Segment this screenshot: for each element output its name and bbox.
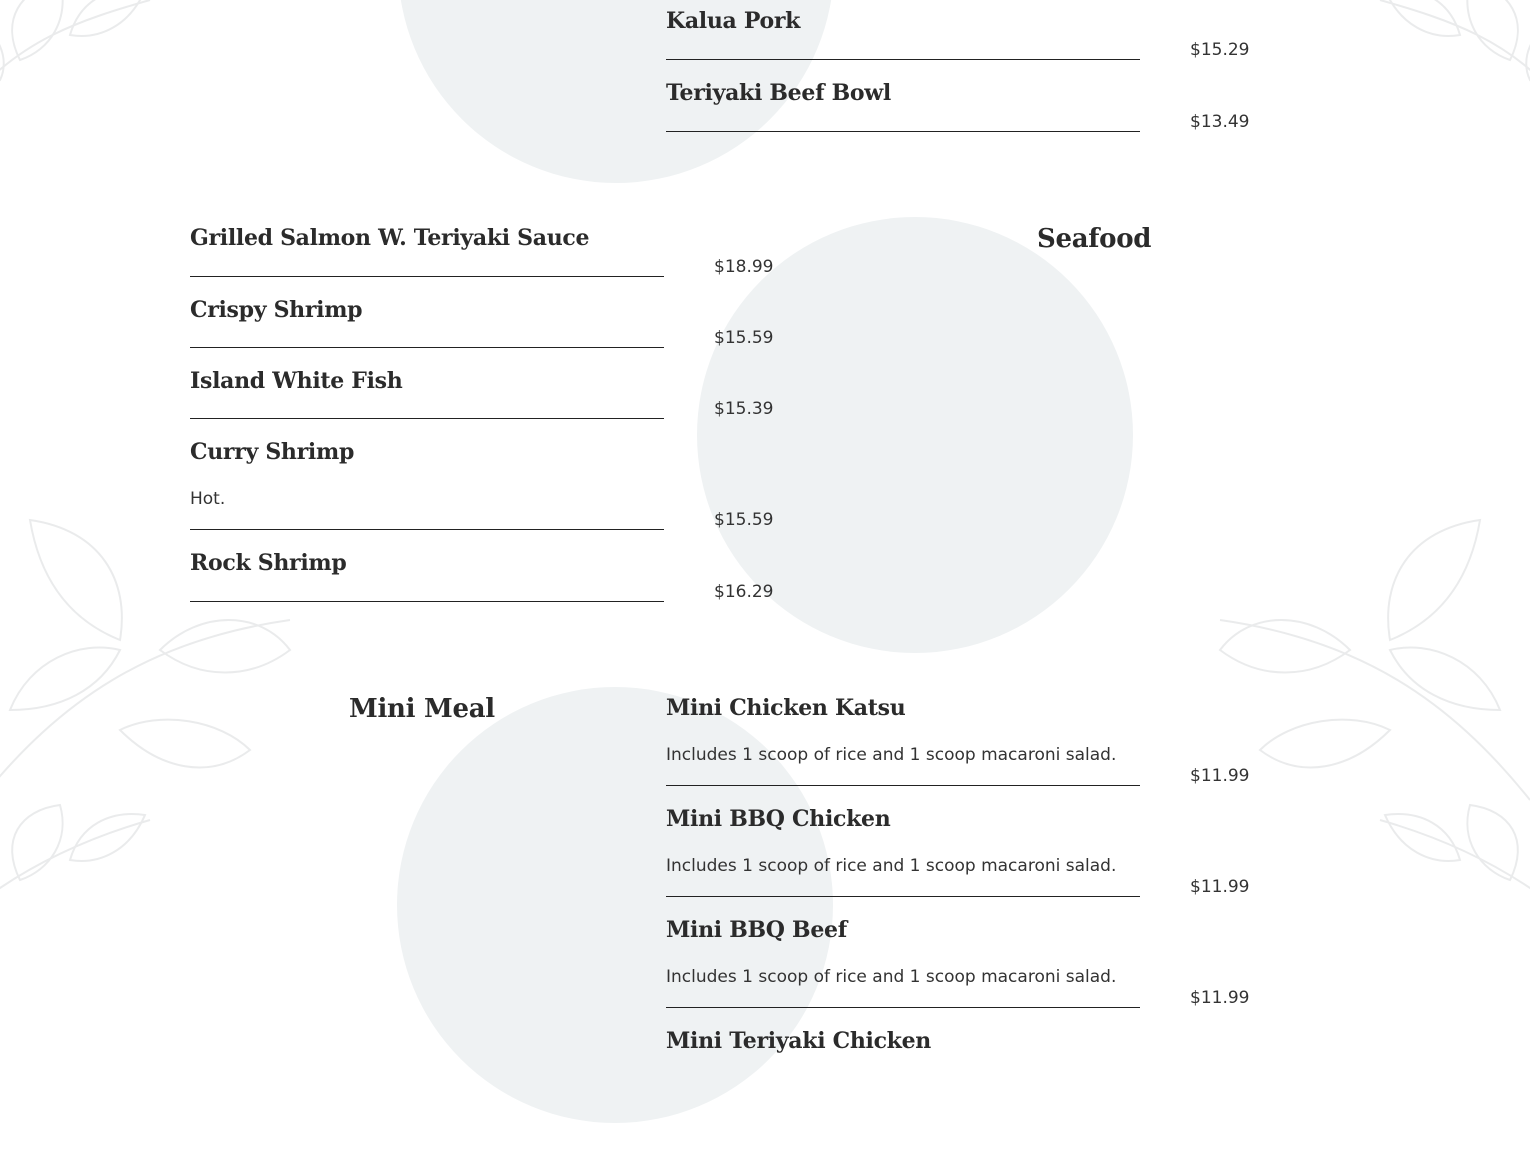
item-price: $11.99 [1190,877,1250,897]
menu-item[interactable] [190,277,664,348]
menu-item[interactable] [190,348,664,419]
item-price: $15.39 [714,399,774,419]
leaf-pattern-icon [0,0,160,120]
leaf-pattern-icon [1370,0,1530,120]
item-name: Teriyaki Beef Bowl [666,80,891,106]
item-price: $16.29 [714,582,774,602]
section-title: Mini Meal [349,694,495,724]
menu-item[interactable] [666,1008,1140,1068]
item-price: $15.59 [714,510,774,530]
item-name: Island White Fish [190,368,403,394]
menu-item[interactable] [666,0,1140,60]
item-name: Kalua Pork [666,8,801,34]
item-name: Crispy Shrimp [190,297,363,323]
section-title: Seafood [1037,224,1152,254]
leaf-pattern-icon [0,800,160,920]
item-name: Mini Chicken Katsu [666,695,906,721]
menu-item[interactable] [190,205,664,277]
menu-item[interactable] [666,786,1140,897]
item-description: Includes 1 scoop of rice and 1 scoop macaroni salad. [666,967,1117,987]
leaf-pattern-icon [1210,500,1530,810]
item-name: Grilled Salmon W. Teriyaki Sauce [190,225,590,251]
item-name: Mini BBQ Chicken [666,806,891,832]
item-price: $18.99 [714,257,774,277]
item-name: Mini Teriyaki Chicken [666,1028,932,1054]
item-description: Includes 1 scoop of rice and 1 scoop macaroni salad. [666,856,1117,876]
item-description: Includes 1 scoop of rice and 1 scoop macaroni salad. [666,745,1117,765]
menu-item[interactable] [190,419,664,530]
item-price: $13.49 [1190,112,1250,132]
leaf-pattern-icon [1370,800,1530,920]
menu-item[interactable] [666,675,1140,786]
menu-item[interactable] [666,897,1140,1008]
menu-item[interactable] [190,530,664,602]
menu-item[interactable] [666,60,1140,132]
item-price: $15.29 [1190,40,1250,60]
item-price: $11.99 [1190,988,1250,1008]
item-name: Rock Shrimp [190,550,347,576]
item-price: $11.99 [1190,766,1250,786]
item-description: Hot. [190,489,226,509]
item-name: Curry Shrimp [190,439,355,465]
item-price: $15.59 [714,328,774,348]
item-name: Mini BBQ Beef [666,917,847,943]
